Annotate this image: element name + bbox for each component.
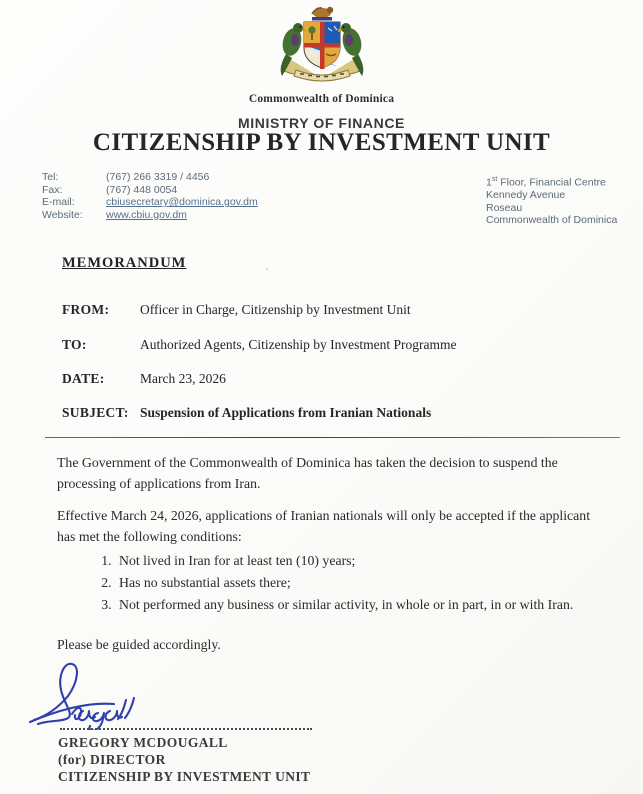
website-label: Website: — [42, 208, 83, 221]
memorandum-title: MEMORANDUM — [62, 255, 187, 271]
memo-field-subject — [62, 405, 431, 421]
signatory-title: (for) DIRECTOR — [58, 752, 166, 767]
signatory-name: GREGORY MCDOUGALL — [58, 735, 228, 750]
unit-title-heading: CITIZENSHIP BY INVESTMENT UNIT — [92, 129, 551, 156]
address-line-1: 1st Floor, Financial Centre — [486, 176, 606, 189]
memo-field-to — [62, 337, 456, 353]
to-label: TO: — [62, 337, 87, 352]
horizontal-divider — [45, 437, 620, 438]
address-line-4: Commonwealth of Dominica — [486, 214, 618, 226]
memo-field-date — [62, 371, 226, 387]
tel-value: (767) 266 3319 / 4456 — [106, 171, 210, 183]
contact-row-email — [42, 196, 258, 209]
signatory-unit: CITIZENSHIP BY INVESTMENT UNIT — [58, 769, 311, 784]
subject-label: SUBJECT: — [62, 405, 129, 420]
conditions-list — [57, 550, 643, 615]
condition-item-3: 3. Not performed any business or similar activity, in whole or in part, in or with Iran. — [115, 594, 643, 616]
body-paragraph-2: Effective March 24, 2026, applications of Iranian nationals will only be accepted if the applicant has met the following conditions: — [57, 508, 591, 544]
condition-item-2: 2. Has no substantial assets there; — [115, 572, 643, 594]
address-line-3: Roseau — [486, 201, 523, 214]
email-label: E-mail: — [42, 196, 75, 208]
ministry-heading: MINISTRY OF FINANCE — [238, 115, 405, 131]
body-paragraph-1: The Government of the Commonwealth of Dominica has taken the decision to suspend the processing of applications from Iran. — [57, 455, 558, 491]
ordinal-suffix: st — [491, 176, 498, 183]
coat-of-arms — [0, 4, 643, 92]
subject-value: Suspension of Applications from Iranian Nationals — [140, 405, 432, 420]
dominica-coat-of-arms-icon — [262, 4, 382, 92]
tel-label: Tel: — [42, 171, 59, 183]
date-value: March 23, 2026 — [140, 371, 226, 386]
contact-row-website — [42, 209, 258, 222]
email-link: cbiusecretary@dominica.gov.dm — [106, 196, 258, 208]
scan-artifact: , — [266, 261, 269, 271]
contact-block — [42, 171, 258, 221]
signature-dotted-line — [60, 722, 312, 730]
condition-item-1: 1. Not lived in Iran for at least ten (10) years; — [115, 550, 643, 572]
contact-row-fax — [42, 184, 258, 197]
memo-field-from — [62, 302, 411, 318]
from-value: Officer in Charge, Citizenship by Investment Unit — [140, 302, 411, 317]
handwritten-signature-icon — [28, 658, 208, 730]
address-block — [486, 174, 617, 227]
date-label: DATE: — [62, 371, 105, 386]
fax-label: Fax: — [42, 183, 63, 196]
fax-value: (767) 448 0054 — [106, 183, 178, 196]
commonwealth-caption: Commonwealth of Dominica — [248, 93, 395, 105]
from-label: FROM: — [62, 302, 110, 317]
closing-line: Please be guided accordingly. — [57, 637, 221, 652]
website-link: www.cbiu.gov.dm — [106, 208, 187, 221]
contact-row-tel — [42, 171, 258, 184]
address-line-2: Kennedy Avenue — [486, 189, 566, 201]
to-value: Authorized Agents, Citizenship by Investment Programme — [140, 337, 457, 352]
